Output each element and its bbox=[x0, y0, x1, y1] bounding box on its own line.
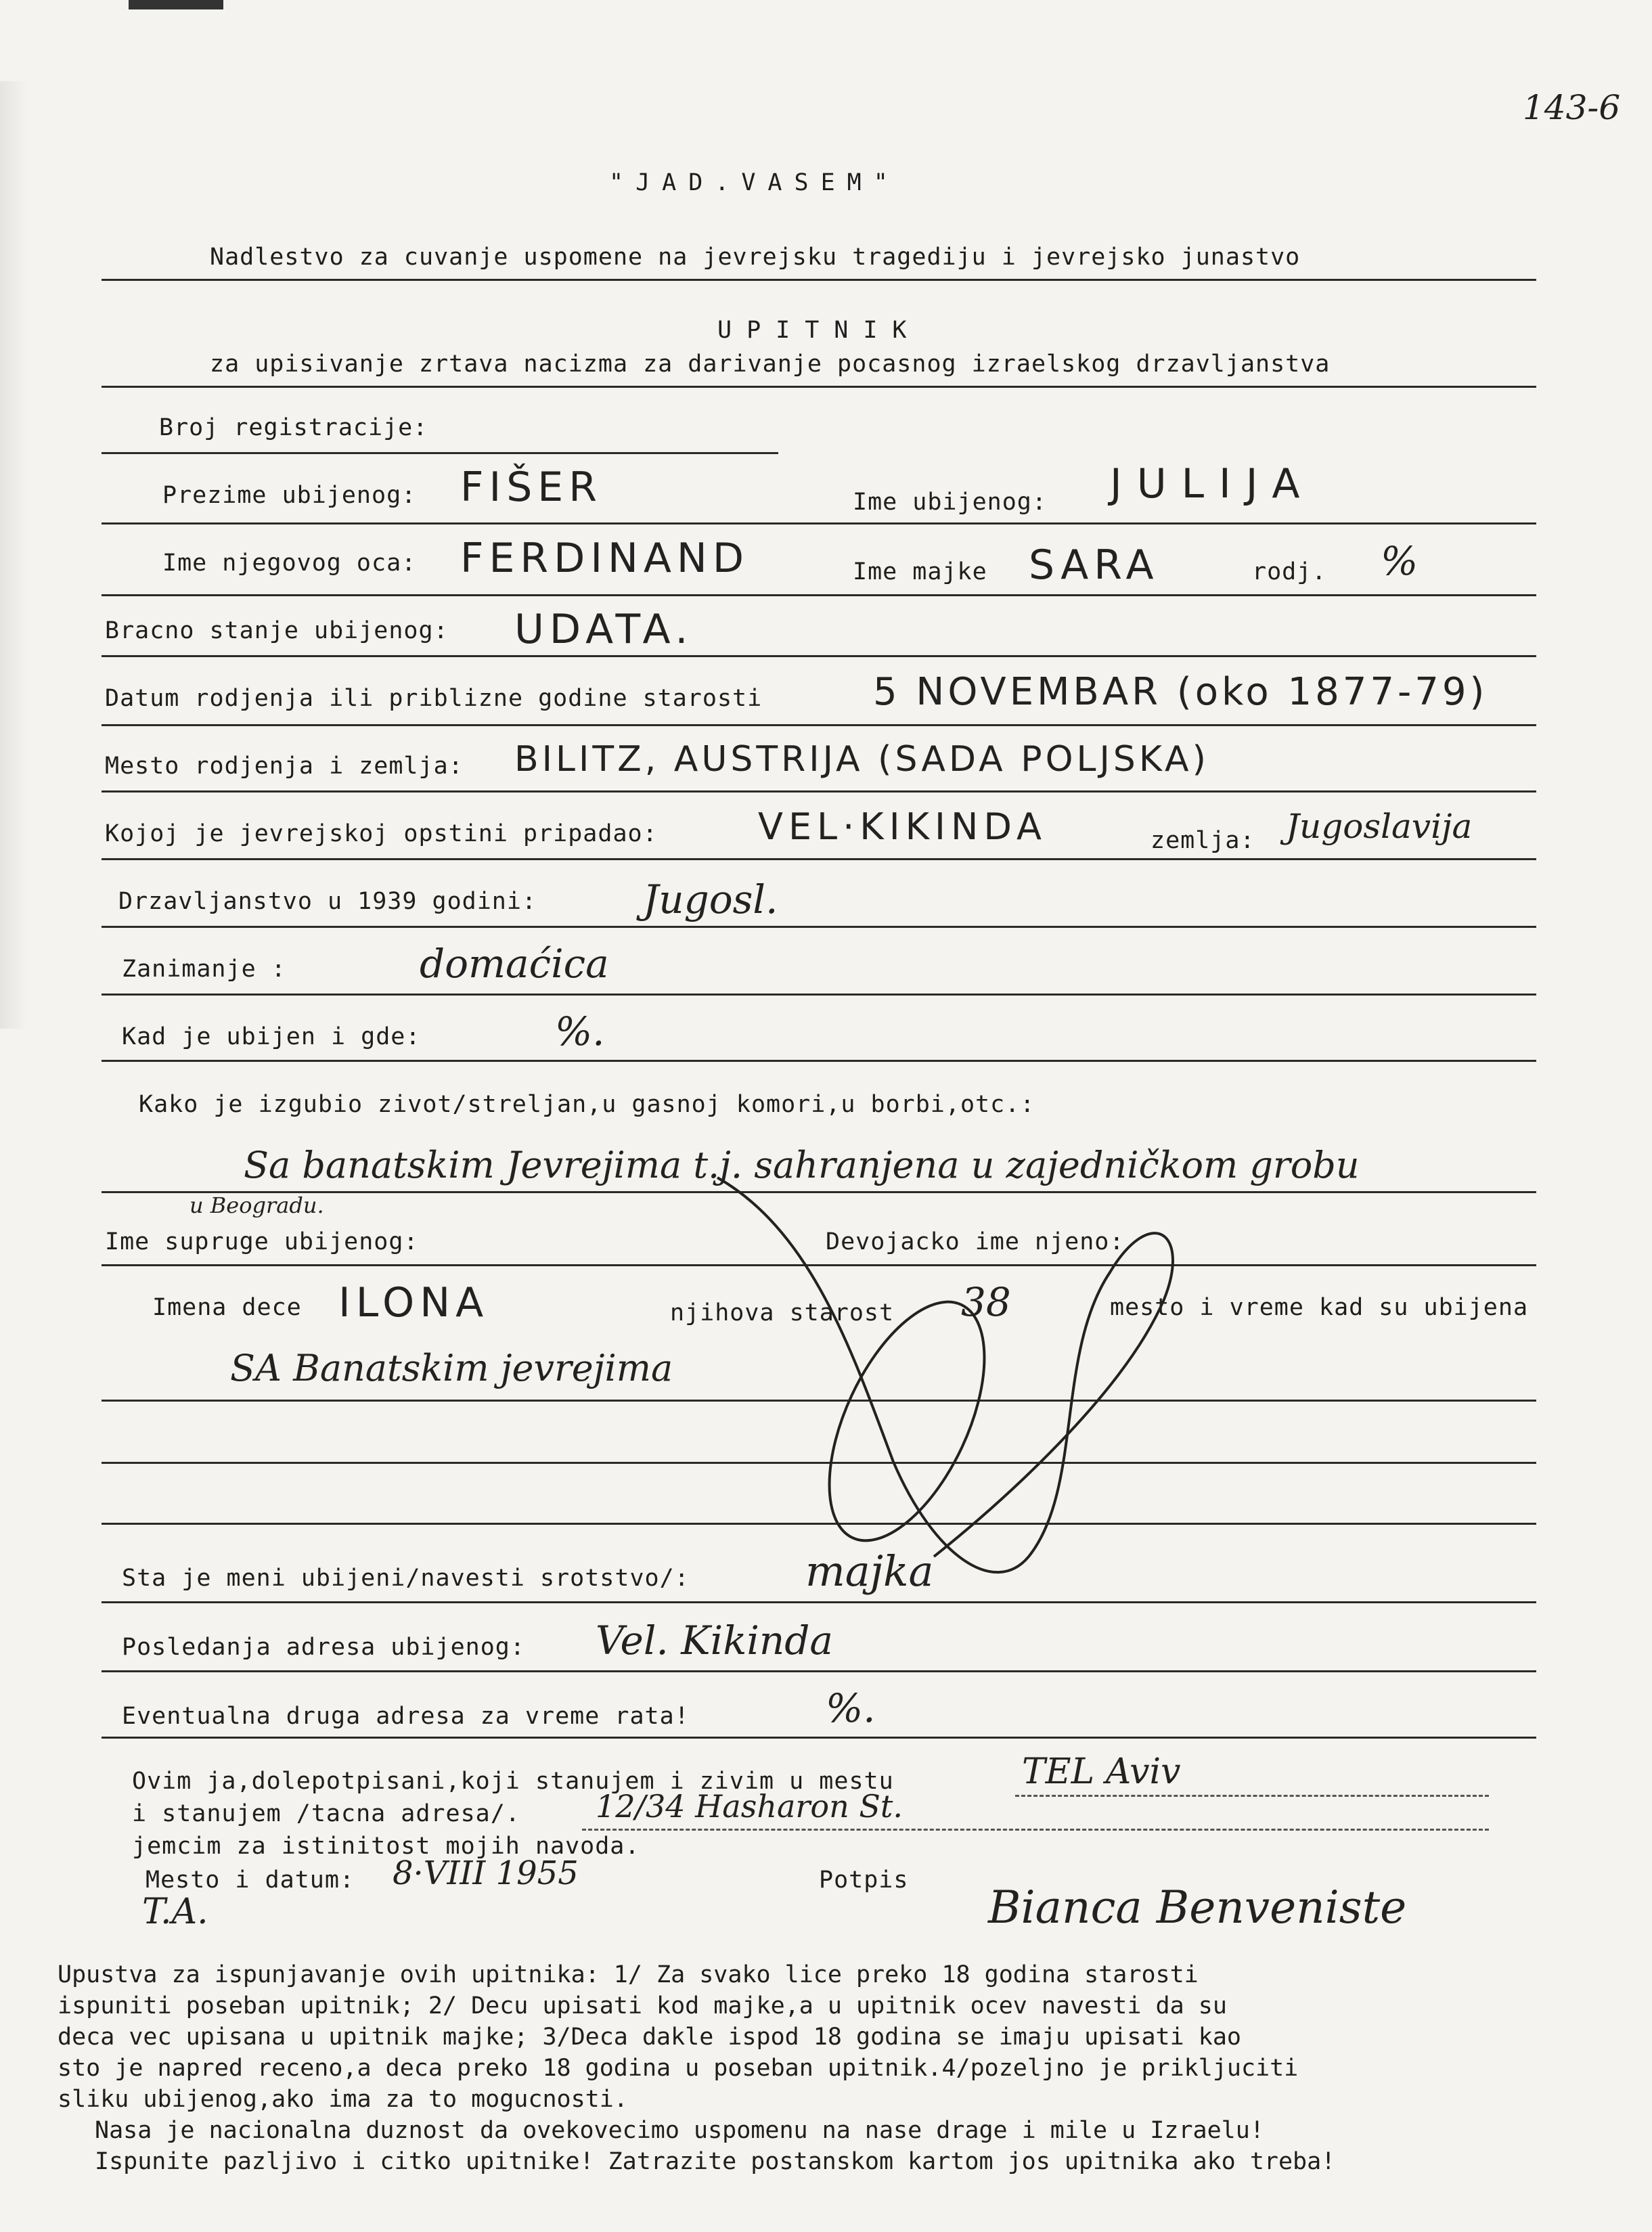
declaration-line3: jemcim za istinitost mojih navoda. bbox=[132, 1833, 640, 1860]
rule bbox=[102, 1060, 1536, 1062]
scan-speckle bbox=[0, 81, 27, 1029]
srodstvo-label: Sta je meni ubijeni/navesti srotstvo/: bbox=[122, 1565, 690, 1592]
scribble-loop bbox=[797, 1279, 1017, 1563]
zemlja-label: zemlja: bbox=[1151, 827, 1255, 854]
instruction-line: Ispunite pazljivo i citko upitnike! Zatrazite postanskom kartom jos upitnika ako treba! bbox=[95, 2148, 1336, 2175]
druga-adresa-value[interactable]: %. bbox=[826, 1685, 876, 1731]
datum-label: Datum rodjenja ili priblizne godine starosti bbox=[105, 685, 763, 712]
instruction-line: sto je napred receno,a deca preko 18 godina u poseban upitnik.4/pozeljno je prikljuciti bbox=[58, 2055, 1299, 2082]
majka-value[interactable]: SARA bbox=[1029, 541, 1159, 589]
drzavljanstvo-label: Drzavljanstvo u 1939 godini: bbox=[118, 888, 537, 915]
kako-value-line1[interactable]: Sa banatskim Jevrejima t.j. sahranjena u zajedničkom grobu bbox=[244, 1144, 1360, 1186]
org-title: "JAD.VASEM" bbox=[609, 169, 900, 196]
rule bbox=[102, 452, 778, 454]
deca-label: Imena dece bbox=[152, 1294, 302, 1321]
bracno-value[interactable]: UDATA. bbox=[514, 606, 694, 653]
rule bbox=[102, 279, 1536, 281]
kako-label: Kako je izgubio zivot/streljan,u gasnoj komori,u borbi,otc.: bbox=[139, 1091, 1035, 1118]
potpis-label: Potpis bbox=[819, 1867, 909, 1894]
adresa-value[interactable]: Vel. Kikinda bbox=[596, 1617, 833, 1664]
druga-adresa-label: Eventualna druga adresa za vreme rata! bbox=[122, 1703, 690, 1730]
mesto-value[interactable]: BILITZ, AUSTRIJA (SADA POLJSKA) bbox=[514, 739, 1209, 780]
broj-label: Broj registracije: bbox=[159, 414, 428, 441]
kako-value-line2[interactable]: u Beogradu. bbox=[189, 1192, 324, 1218]
declaration-line1: Ovim ja,dolepotpisani,koji stanujem i zivim u mestu bbox=[132, 1768, 894, 1795]
supruga-label: Ime supruge ubijenog: bbox=[105, 1228, 419, 1255]
drzavljanstvo-value[interactable]: Jugosl. bbox=[643, 876, 778, 922]
mesto-datum-label: Mesto i datum: bbox=[146, 1867, 355, 1894]
rule bbox=[102, 790, 1536, 793]
rodj-value[interactable]: % bbox=[1381, 538, 1419, 584]
rule bbox=[102, 724, 1536, 726]
dotted-line bbox=[1015, 1795, 1489, 1797]
rule bbox=[102, 386, 1536, 388]
zemlja-value[interactable]: Jugoslavija bbox=[1286, 807, 1473, 846]
rodj-label: rodj. bbox=[1252, 558, 1327, 585]
instruction-line: sliku ubijenog,ako ima za to mogucnosti. bbox=[58, 2086, 628, 2113]
deca-value[interactable]: ILONA bbox=[338, 1279, 489, 1326]
zanimanje-value[interactable]: domaćica bbox=[420, 941, 609, 987]
rule bbox=[102, 522, 1536, 524]
mesto-value-ta[interactable]: T.A. bbox=[142, 1892, 208, 1932]
mesto-vreme-value[interactable]: SA Banatskim jevrejima bbox=[230, 1347, 673, 1389]
ime-value[interactable]: JULIJA bbox=[1110, 460, 1315, 508]
scribble-stroke bbox=[717, 1178, 1173, 1572]
instruction-line: Upustva za ispunjavanje ovih upitnika: 1/ Za svako lice preko 18 godina starosti bbox=[58, 1961, 1199, 1988]
scan-artifact bbox=[129, 0, 223, 9]
majka-label: Ime majke bbox=[853, 558, 987, 585]
devojacko-label: Devojacko ime njeno: bbox=[826, 1228, 1125, 1255]
otac-value[interactable]: FERDINAND bbox=[460, 535, 750, 582]
instruction-line: ispuniti poseban upitnik; 2/ Decu upisati kod majke,a u upitnik ocev navesti da su bbox=[58, 1992, 1227, 2019]
opstina-value[interactable]: VEL·KIKINDA bbox=[758, 805, 1047, 848]
rule bbox=[102, 926, 1536, 928]
rule bbox=[102, 1737, 1536, 1739]
declaration-adresa-value[interactable]: 12/34 Hasharon St. bbox=[596, 1788, 903, 1825]
prezime-label: Prezime ubijenog: bbox=[162, 482, 417, 509]
zanimanje-label: Zanimanje : bbox=[122, 956, 286, 983]
kad-value[interactable]: %. bbox=[555, 1008, 605, 1054]
instructions bbox=[58, 1959, 1335, 2177]
otac-label: Ime njegovog oca: bbox=[162, 550, 417, 577]
instruction-line: Nasa je nacionalna duznost da ovekovecimo uspomenu na nase drage i mile u Izraelu! bbox=[95, 2117, 1264, 2144]
adresa-label: Posledanja adresa ubijenog: bbox=[122, 1634, 525, 1661]
datum-value[interactable]: 8·VIII 1955 bbox=[393, 1854, 579, 1892]
form-purpose: za upisivanje zrtava nacizma za darivanje pocasnog izraelskog drzavljanstva bbox=[210, 351, 1331, 378]
form-title: UPITNIK bbox=[717, 317, 922, 344]
rule bbox=[102, 655, 1536, 657]
scribble-mark bbox=[677, 1151, 1218, 1624]
signature[interactable]: Bianca Benveniste bbox=[988, 1881, 1407, 1934]
instruction-line: deca vec upisana u upitnik majke; 3/Deca dakle ispod 18 godina se imaju upisati kao bbox=[58, 2024, 1241, 2051]
mesto-label: Mesto rodjenja i zemlja: bbox=[105, 753, 464, 780]
declaration-mesto-value[interactable]: TEL Aviv bbox=[1022, 1751, 1181, 1792]
starost-label: njihova starost bbox=[670, 1299, 895, 1326]
declaration-line2: i stanujem /tacna adresa/. bbox=[132, 1800, 520, 1827]
datum-value[interactable]: 5 NOVEMBAR (oko 1877-79) bbox=[873, 670, 1488, 714]
rule bbox=[102, 858, 1536, 860]
org-subtitle: Nadlestvo za cuvanje uspomene na jevrejsku tragediju i jevrejsko junastvo bbox=[210, 244, 1301, 271]
mesto-vreme-label: mesto i vreme kad su ubijena bbox=[1110, 1294, 1529, 1321]
prezime-value[interactable]: FIŠER bbox=[460, 464, 602, 511]
kad-label: Kad je ubijen i gde: bbox=[122, 1023, 421, 1050]
srodstvo-value[interactable]: majka bbox=[805, 1546, 934, 1596]
rule bbox=[102, 594, 1536, 596]
opstina-label: Kojoj je jevrejskoj opstini pripadao: bbox=[105, 820, 658, 847]
starost-value[interactable]: 38 bbox=[961, 1279, 1011, 1325]
bracno-label: Bracno stanje ubijenog: bbox=[105, 617, 449, 644]
rule bbox=[102, 994, 1536, 996]
dotted-line bbox=[582, 1829, 1489, 1831]
ime-label: Ime ubijenog: bbox=[853, 489, 1047, 516]
rule bbox=[102, 1670, 1536, 1672]
page-reference: 143-6 bbox=[1523, 88, 1621, 127]
